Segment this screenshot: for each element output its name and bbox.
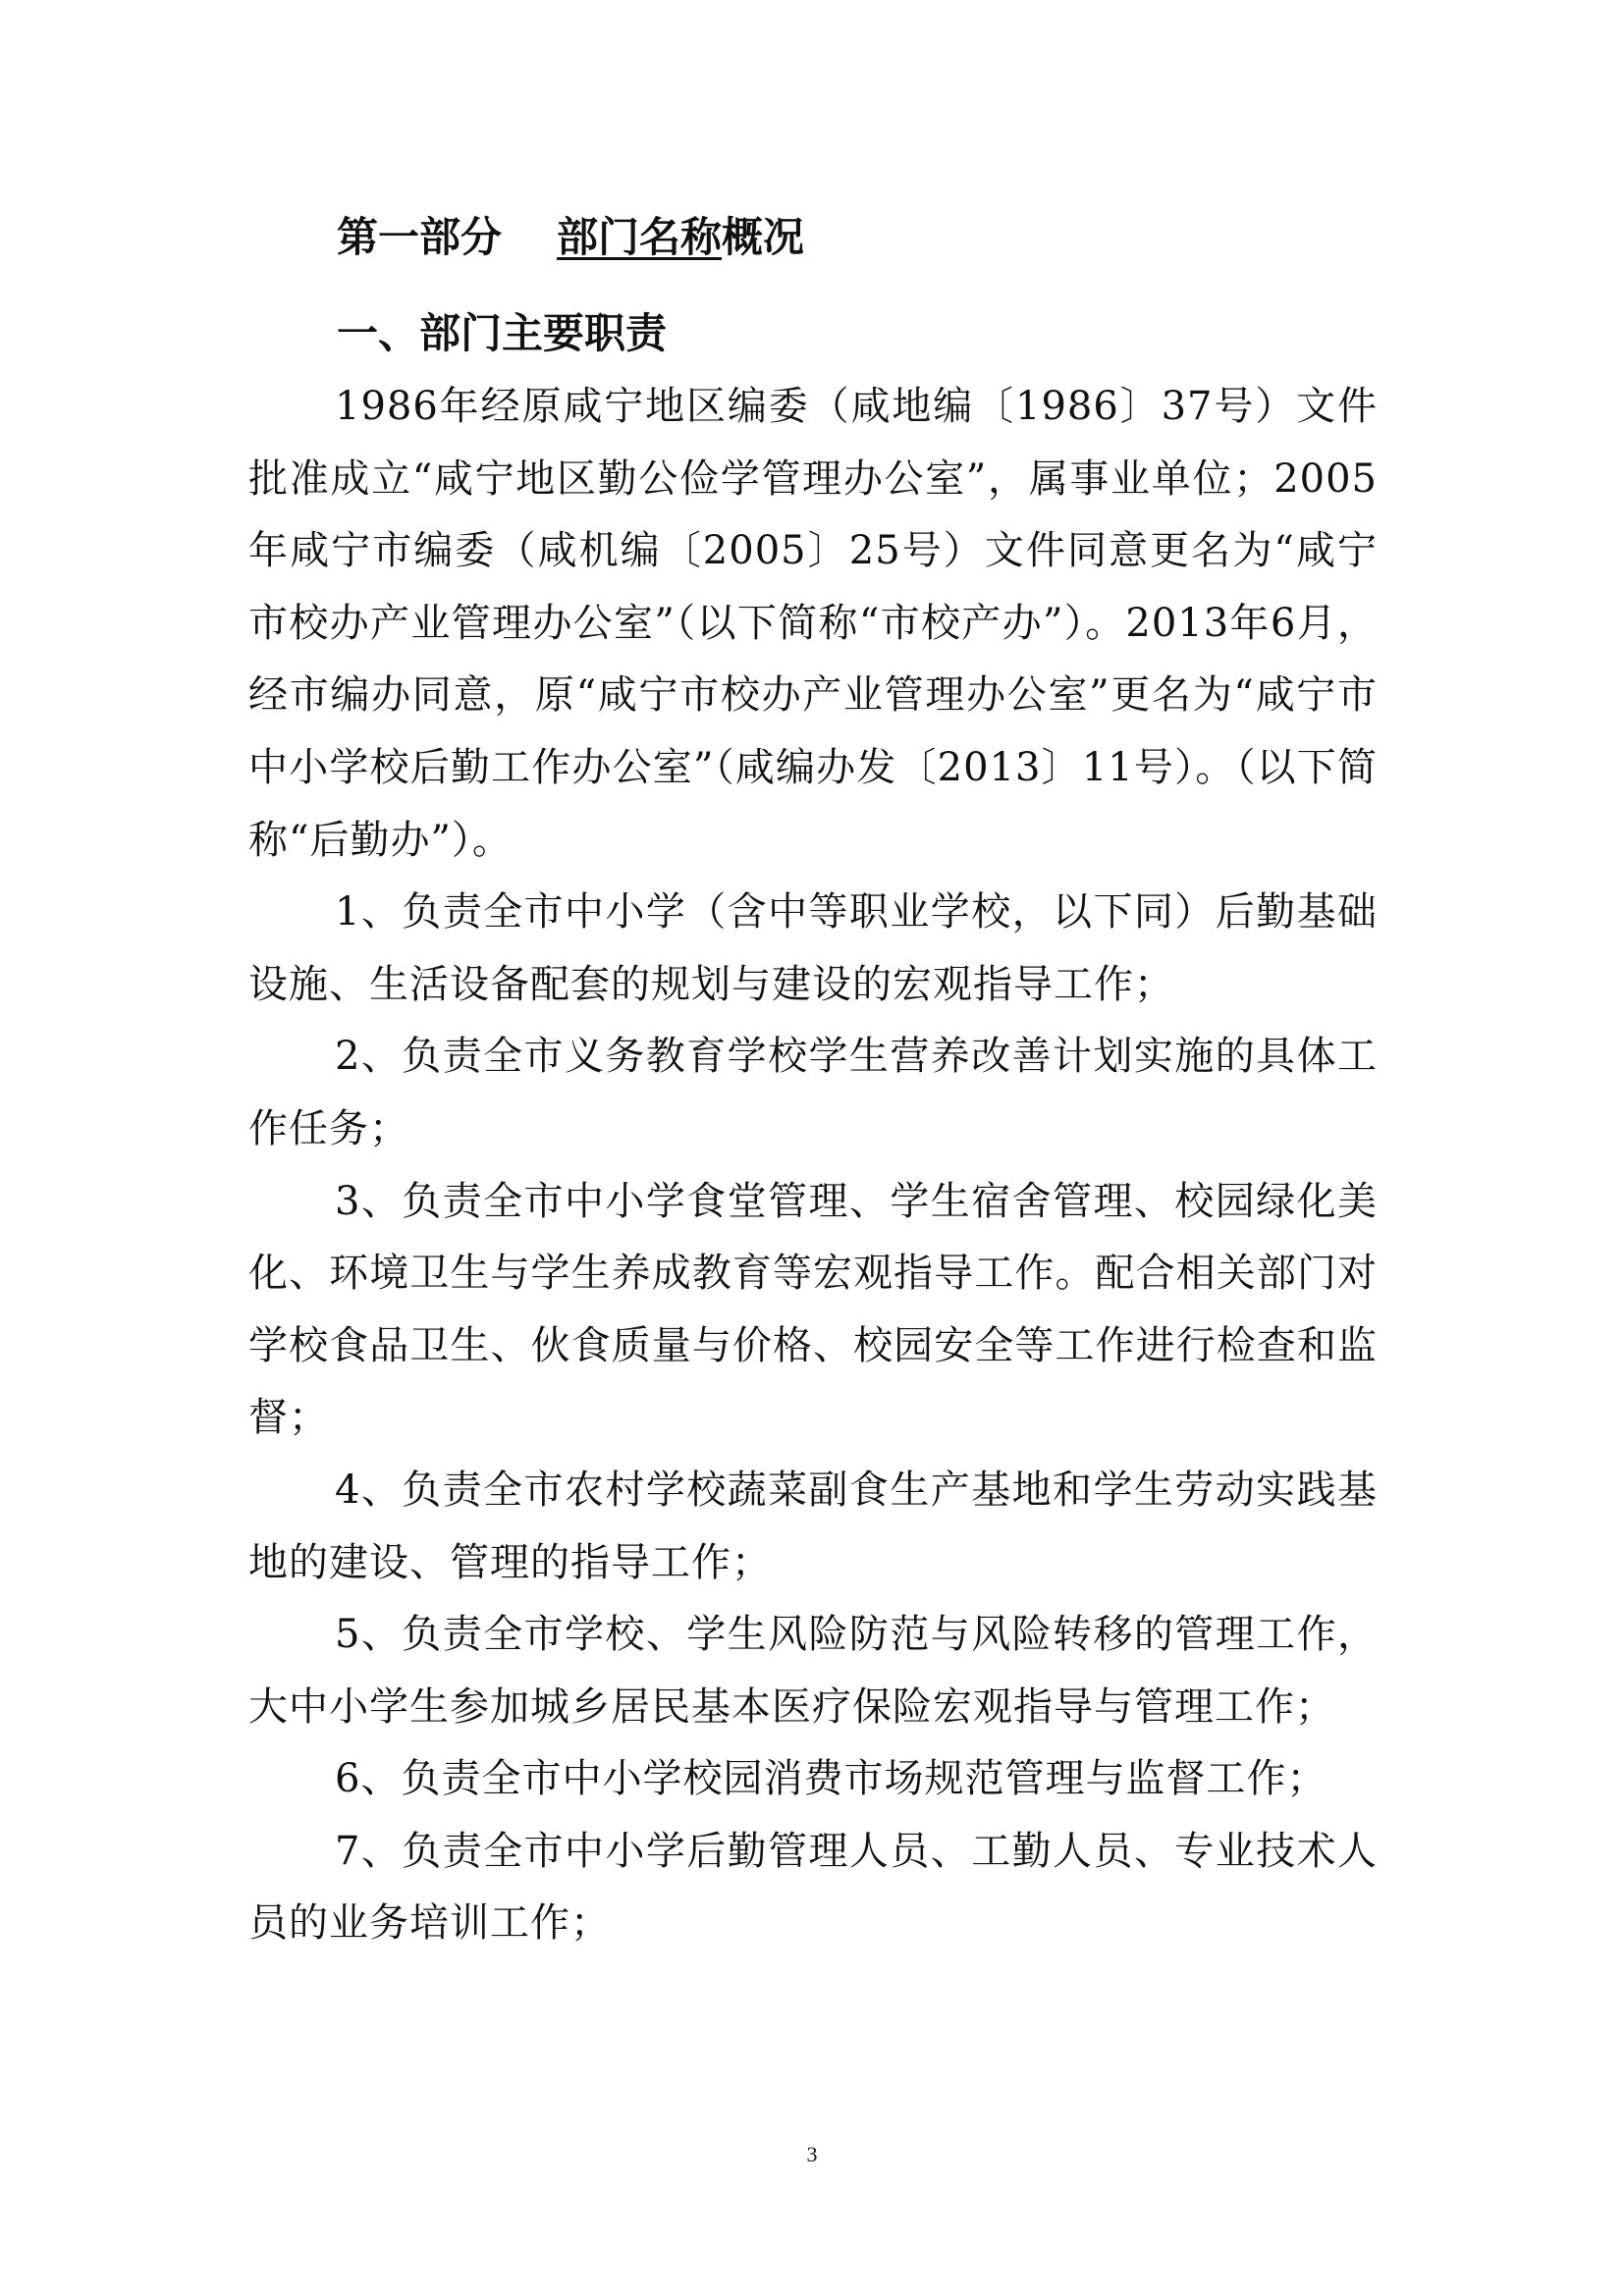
section-heading: 一、部门主要职责 — [337, 309, 668, 357]
page-number: 3 — [806, 2142, 818, 2166]
part-title — [337, 208, 804, 267]
paragraph-duty-2: 2、负责全市义务教育学校学生营养改善计划实施的具体工作任务； — [248, 1034, 1378, 1151]
paragraph-duty-5: 5、负责全市学校、学生风险防范与风险转移的管理工作，大中小学生参加城乡居民基本医疗保险宏观指导与管理工作； — [248, 1612, 1378, 1730]
paragraph-duty-7: 7、负责全市中小学后勤管理人员、工勤人员、专业技术人员的业务培训工作； — [248, 1828, 1378, 1947]
paragraph-duty-1: 1、负责全市中小学（含中等职业学校，以下同）后勤基础设施、生活设备配套的规划与建设的宏观指导工作； — [248, 889, 1378, 1007]
part-label: 第一部分 — [337, 213, 503, 261]
paragraph-duty-6: 6、负责全市中小学校园消费市场规范管理与监督工作； — [335, 1756, 1327, 1802]
paragraph-duty-4: 4、负责全市农村学校蔬菜副食生产基地和学生劳动实践基地的建设、管理的指导工作； — [248, 1467, 1378, 1585]
overview-label: 概况 — [722, 213, 805, 261]
paragraph-history: 1986年经原咸宁地区编委（咸地编〔1986〕37号）文件批准成立“咸宁地区勤公俭学管理办公室”，属事业单位；2005年咸宁市编委（咸机编〔2005〕25号）文件同意更名为“咸宁市校办产业管理办公室”（以下简称“市校产办”）。2013年6月，经市编办同意，原“咸宁市校办产业管理办公室”更名为“咸宁市中小学校后勤工作办公室”（咸编办发〔2013〕11号）。（以下简称“后勤办”）。 — [248, 384, 1378, 863]
department-name: 部门名称 — [557, 213, 723, 261]
body-text — [248, 371, 1378, 1960]
paragraph-duty-3: 3、负责全市中小学食堂管理、学生宿舍管理、校园绿化美化、环境卫生与学生养成教育等宏观指导工作。配合相关部门对学校食品卫生、伙食质量与价格、校园安全等工作进行检查和监督； — [248, 1178, 1378, 1441]
